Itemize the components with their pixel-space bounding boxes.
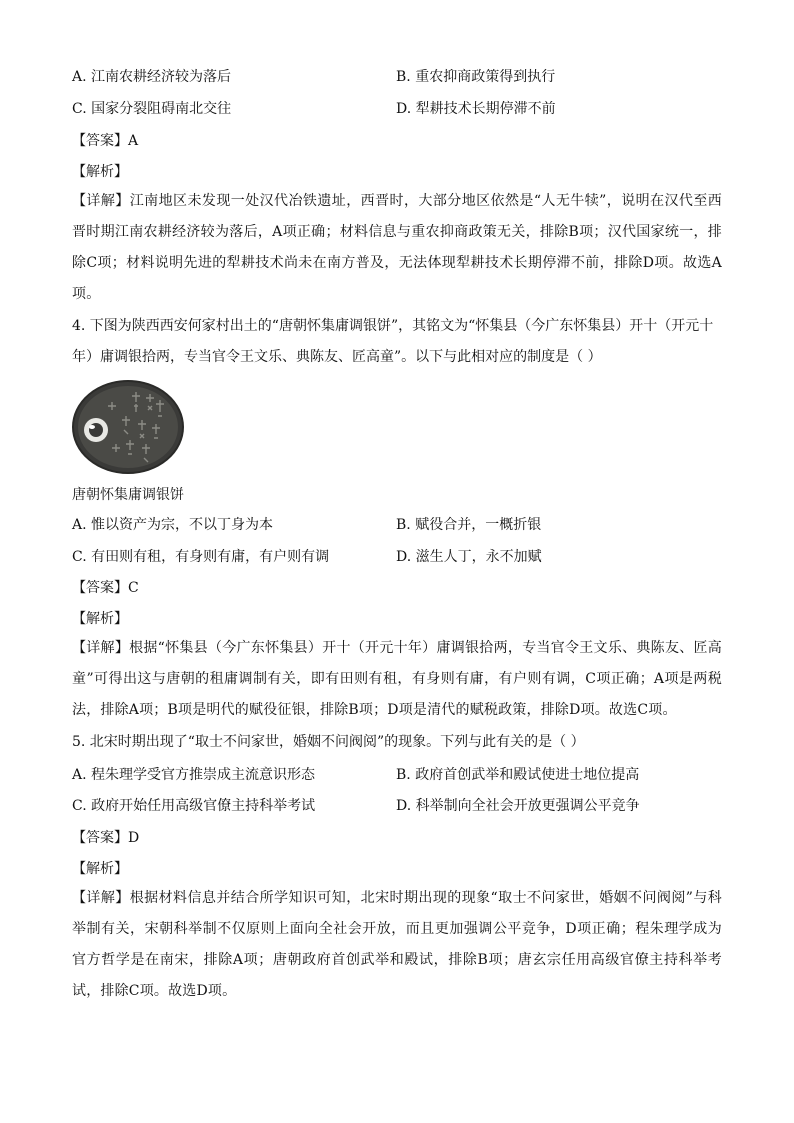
image-caption: 唐朝怀集庸调银饼 [72, 487, 184, 503]
q3-options-row-2 [72, 98, 732, 122]
q5-answer: 【答案】D [72, 830, 140, 846]
q4-analysis-heading: 【解析】 [72, 611, 128, 627]
q5-options-row-2 [72, 795, 732, 819]
q5-option-c: C. 政府开始任用高级官僚主持科举考试 [72, 798, 316, 814]
silver-cake-illustration [72, 380, 184, 475]
q3-options-row-1 [72, 66, 732, 90]
q5-option-a: A. 程朱理学受官方推崇成主流意识形态 [72, 767, 316, 783]
q4-stem: 4. 下图为陕西西安何家村出土的“唐朝怀集庸调银饼”，其铭文为“怀集县（今广东怀集县）开十（开元十年）庸调银拾两，专当官令王文乐、典陈友、匠高童”。以下与此相对应的制度是（ ） [72, 318, 714, 365]
q5-option-d: D. 科举制向全社会开放更强调公平竞争 [396, 798, 640, 814]
q3-option-b: B. 重农抑商政策得到执行 [396, 69, 556, 85]
q4-answer: 【答案】C [72, 580, 139, 596]
q4-option-c: C. 有田则有租，有身则有庸，有户则有调 [72, 549, 330, 565]
q3-option-a: A. 江南农耕经济较为落后 [72, 69, 232, 85]
q3-option-c: C. 国家分裂阻碍南北交往 [72, 101, 232, 117]
silver-cake-image [72, 380, 184, 475]
q3-analysis-heading: 【解析】 [72, 164, 128, 180]
q4-detail: 【详解】根据“怀集县（今广东怀集县）开十（开元十年）庸调银拾两，专当官令王文乐、典陈友、匠高童”可得出这与唐朝的租庸调制有关，即有田则有租，有身则有庸，有户则有调，C项正确；A项是两税法，排除A项；B项是明代的赋役征银，排除B项；D项是清代的赋税政策，排除D项。故选C项。 [72, 640, 722, 718]
q3-detail: 【详解】江南地区未发现一处汉代冶铁遗址，西晋时，大部分地区依然是“人无牛犊”，说明在汉代至西晋时期江南农耕经济较为落后，A项正确；材料信息与重农抑商政策无关，排除B项；汉代国家统一，排除C项；材料说明先进的犁耕技术尚未在南方普及，无法体现犁耕技术长期停滞不前，排除D项。故选A项。 [72, 193, 722, 302]
q4-option-d: D. 滋生人丁，永不加赋 [396, 549, 542, 565]
q3-option-d: D. 犁耕技术长期停滞不前 [396, 101, 556, 117]
q5-analysis-heading: 【解析】 [72, 861, 128, 877]
q5-stem: 5. 北宋时期出现了“取士不问家世，婚姻不问阀阅”的现象。下列与此有关的是（ ） [72, 734, 585, 750]
q4-option-b: B. 赋役合并，一概折银 [396, 517, 542, 533]
q4-options-row-2 [72, 546, 732, 570]
q4-options-row-1 [72, 514, 732, 538]
q5-detail: 【详解】根据材料信息并结合所学知识可知，北宋时期出现的现象“取士不问家世，婚姻不问阀阅”与科举制有关，宋朝科举制不仅原则上面向全社会开放，而且更加强调公平竞争，D项正确；程朱理学成为官方哲学是在南宋，排除A项；唐朝政府首创武举和殿试，排除B项；唐玄宗任用高级官僚主持科举考试，排除C项。故选D项。 [72, 890, 722, 999]
q5-option-b: B. 政府首创武举和殿试使进士地位提高 [396, 767, 640, 783]
q5-options-row-1 [72, 764, 732, 788]
q4-option-a: A. 惟以资产为宗，不以丁身为本 [72, 517, 274, 533]
q3-answer: 【答案】A [72, 133, 139, 149]
